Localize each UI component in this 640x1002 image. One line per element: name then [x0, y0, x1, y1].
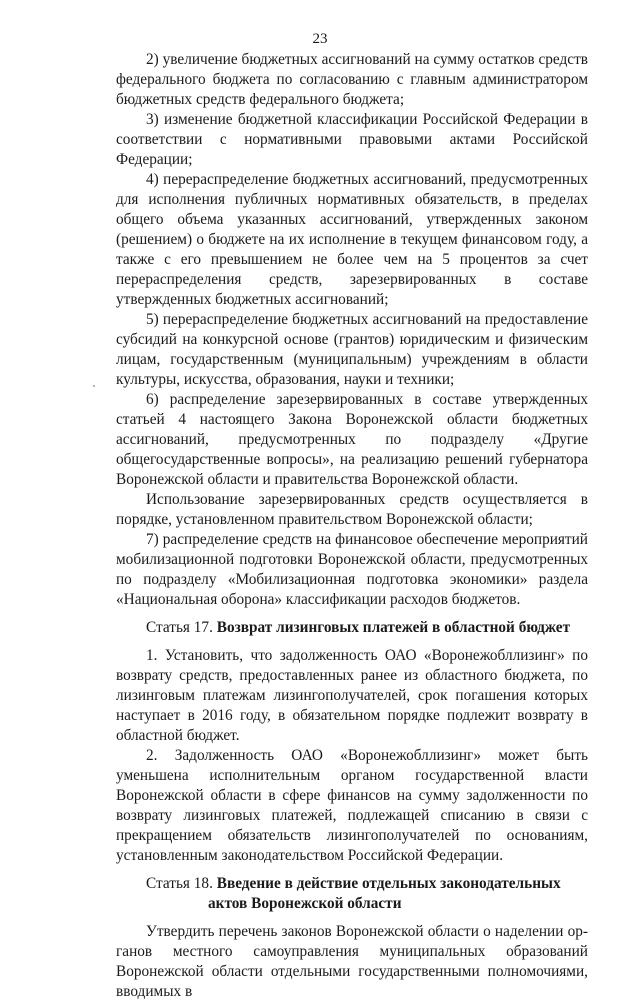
- paragraph-item-3: 3) изменение бюджетной классификации Российской Федерации в соответствии с нормативными правовыми актами Российской Федерации;: [116, 111, 588, 168]
- article-18-paragraph-1: Утвердить перечень законов Воронежской области о наделении органов местного самоуправления муниципальных образований Воронежской области отдельными государственными полномочиями, вводимых в: [116, 923, 588, 1000]
- article-18-prefix: Статья 18.: [146, 875, 213, 892]
- article-18-title-line-2: актов Воронежской области: [208, 895, 402, 912]
- paragraph-item-2: 2) увеличение бюджетных ассигнований на сумму остатков средств федерального бюджета по согласованию с главным администратором бюджетных средств федерального бюджета;: [116, 51, 588, 108]
- paragraph-item-5: 5) перераспределение бюджетных ассигнований на предоставление субсидий на конкурсной основе (грантов) юридическим и физическим лицам, государственным (муниципальным) учреждениям в области культуры, искусства, образования, науки и техники;: [116, 311, 588, 388]
- article-18-heading: [116, 874, 588, 914]
- article-17-paragraph-2: 2. Задолженность ОАО «Воронежобллизинг» может быть уменьшена исполнительным органом государственной власти Воронежской области в сфере финансов на сумму задолженности по возврату лизинговых платежей, подлежащей списанию в связи с прекращением обязательств лизингополучателей по основаниям, установленным законодательством Российской Федерации.: [116, 747, 588, 864]
- article-17-paragraph-1: 1. Установить, что задолженность ОАО «Воронежобллизинг» по возврату средств, предоставленных ранее из областного бюджета, по лизинговым платежам лизингополучателей, срок погашения которых наступает в 2016 году, в обязательном порядке подлежит возврату в областной бюджет.: [116, 647, 588, 744]
- document-body: [116, 50, 588, 1002]
- paragraph-item-6: 6) распределение зарезервированных в составе утвержденных статьей 4 настоящего Закона Воронежской области бюджетных ассигнований, предусмотренных по подразделу «Другие общегосударственные вопросы», на реализацию решений губернатора Воронежской области и правительства Воронежской области.: [116, 391, 588, 488]
- article-17-prefix: Статья 17.: [146, 619, 213, 636]
- article-18-title-line-1: Введение в действие отдельных законодательных: [216, 875, 561, 892]
- article-17-heading: [116, 618, 588, 638]
- article-17-title: Возврат лизинговых платежей в областной бюджет: [216, 619, 571, 636]
- paragraph-reserved-funds: Использование зарезервированных средств осуществляется в порядке, установленном правительством Воронежской области;: [116, 491, 588, 528]
- paragraph-item-7: 7) распределение средств на финансовое обеспечение мероприятий мобилизационной подготовки Воронежской области, предусмотренных по подразделу «Мобилизационная подготовка экономики» раздела «Национальная оборона» классификации расходов бюджетов.: [116, 531, 588, 608]
- page-number: 23: [312, 31, 328, 47]
- paragraph-item-4: 4) перераспределение бюджетных ассигнований, предусмотренных для исполнения публичных нормативных обязательств, в пределах общего объема указанных ассигнований, утвержденных законом (решением) о бюджете на их исполнение в текущем финансовом году, а также с его превышением не более чем на 5 процентов за счет перераспределения средств, зарезервированных в составе утвержденных бюджетных ассигнований;: [116, 171, 588, 308]
- scan-mark: [93, 385, 95, 387]
